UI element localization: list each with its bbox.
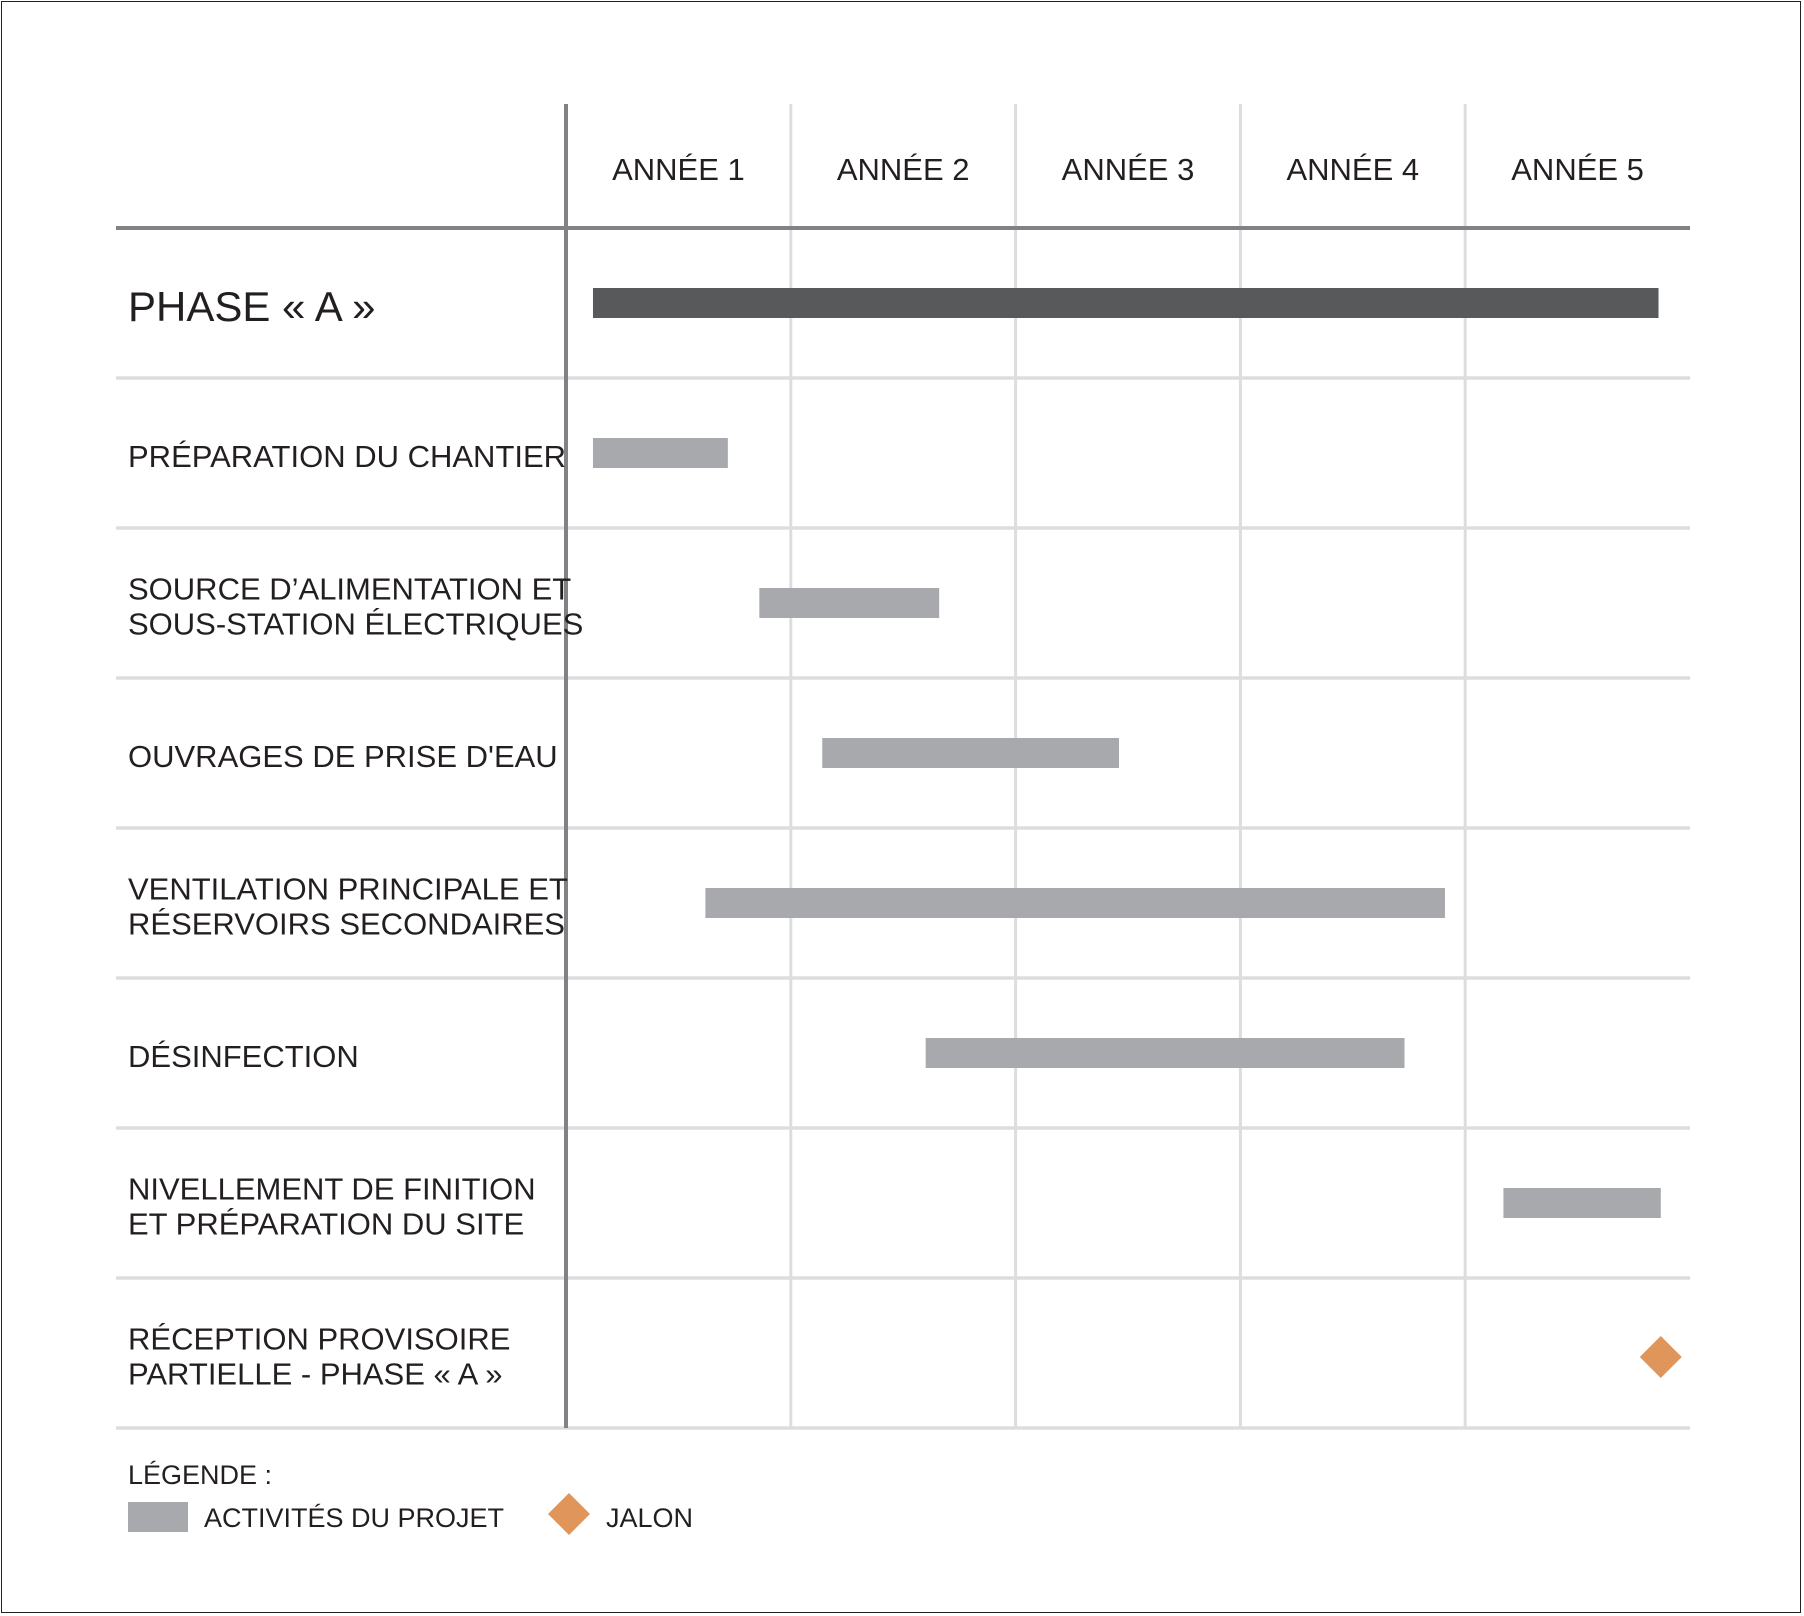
year-header: ANNÉE 4	[1286, 152, 1420, 187]
activity-bar	[759, 588, 939, 618]
task-label: SOURCE D’ALIMENTATION ET	[128, 571, 572, 607]
task-label: ET PRÉPARATION DU SITE	[128, 1206, 525, 1242]
task-label: RÉSERVOIRS SECONDAIRES	[128, 906, 565, 942]
legend-activity-swatch	[128, 1502, 188, 1532]
task-label: VENTILATION PRINCIPALE ET	[128, 871, 568, 907]
legend-milestone-swatch	[548, 1493, 590, 1535]
year-header: ANNÉE 3	[1061, 152, 1195, 187]
legend-title: LÉGENDE :	[128, 1460, 273, 1490]
year-header: ANNÉE 2	[836, 152, 970, 187]
activity-bar	[705, 888, 1445, 918]
phase-label: PHASE « A »	[128, 283, 376, 330]
activity-bar	[926, 1038, 1405, 1068]
task-label: OUVRAGES DE PRISE D'EAU	[128, 739, 558, 774]
task-label: NIVELLEMENT DE FINITION	[128, 1171, 536, 1207]
activity-bar	[822, 738, 1119, 768]
task-label: PRÉPARATION DU CHANTIER	[128, 439, 567, 474]
year-header: ANNÉE 5	[1511, 152, 1644, 187]
task-label: PARTIELLE - PHASE « A »	[128, 1356, 503, 1392]
task-label: RÉCEPTION PROVISOIRE	[128, 1321, 511, 1357]
milestone-marker	[1640, 1336, 1682, 1378]
task-label: DÉSINFECTION	[128, 1039, 359, 1074]
activity-bar	[593, 438, 728, 468]
legend-activity-label: ACTIVITÉS DU PROJET	[204, 1503, 505, 1533]
phase-bar	[593, 288, 1659, 318]
year-header: ANNÉE 1	[612, 152, 745, 187]
activity-bar	[1503, 1188, 1660, 1218]
task-label: SOUS-STATION ÉLECTRIQUES	[128, 606, 584, 642]
legend-milestone-label: JALON	[606, 1503, 694, 1533]
